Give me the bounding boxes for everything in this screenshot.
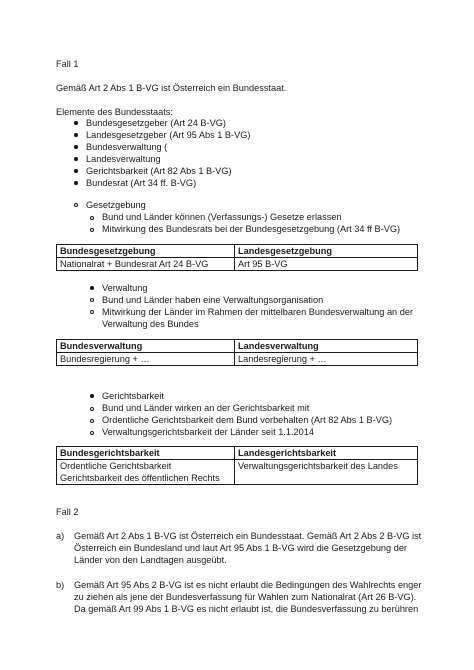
list-item: Gerichtsbarkeit (Art 82 Abs 1 B-VG) bbox=[86, 166, 232, 176]
fall1-title: Fall 1 bbox=[56, 59, 79, 69]
table-row bbox=[57, 258, 418, 271]
bullet-circle-icon bbox=[90, 419, 94, 423]
fall1-intro: Gemäß Art 2 Abs 1 B-VG ist Österreich ein Bundesstaat. bbox=[56, 83, 287, 93]
bullet-circle-icon bbox=[90, 228, 94, 232]
bullet-icon bbox=[74, 133, 78, 137]
bullet-icon bbox=[90, 394, 94, 398]
section-label-gerichtsbarkeit: Gerichtsbarkeit bbox=[102, 391, 164, 401]
paragraph-line: Gemäß Art 95 Abs 2 B-VG ist es nicht erlaubt die Bedingungen des Wahlrechts enger bbox=[74, 580, 422, 590]
list-item: Bundesrat (Art 34 ff. B-VG) bbox=[86, 178, 197, 188]
list-item-continuation: Verwaltung des Bundes bbox=[102, 319, 199, 329]
section-label-verwaltung: Verwaltung bbox=[102, 283, 148, 293]
bullet-icon bbox=[74, 169, 78, 173]
table-cell: Landesregierung + … bbox=[235, 353, 418, 366]
bullet-circle-icon bbox=[90, 310, 94, 314]
table-verwaltung bbox=[56, 339, 418, 366]
table-row bbox=[57, 472, 418, 485]
list-item: Verwaltungsgerichtsbarkeit der Länder seit 1.1.2014 bbox=[102, 427, 314, 437]
bullet-circle-icon bbox=[90, 431, 94, 435]
list-item: Mitwirkung des Bundesrats bei der Bundesgesetzgebung (Art 34 ff B-VG) bbox=[102, 224, 401, 234]
table-cell: Gerichtsbarkeit des öffentlichen Rechts bbox=[57, 472, 235, 485]
table-row bbox=[57, 353, 418, 366]
table-header: Bundesgerichtsbarkeit bbox=[57, 447, 235, 460]
table-gesetzgebung bbox=[56, 244, 418, 271]
bullet-icon bbox=[74, 121, 78, 125]
list-item: Bundesgesetzgeber (Art 24 B-VG) bbox=[86, 118, 226, 128]
paragraph-line: Länder von den Landtagen ausgeübt. bbox=[74, 555, 227, 565]
list-item: Bund und Länder können (Verfassungs-) Gesetze erlassen bbox=[102, 212, 342, 222]
paragraph-line: Österreich ein Bundesland und laut Art 95 Abs 1 B-VG wird die Gesetzgebung der bbox=[74, 543, 407, 553]
bullet-icon bbox=[74, 157, 78, 161]
bullet-circle-icon bbox=[90, 216, 94, 220]
table-cell: Ordentliche Gerichtsbarkeit bbox=[57, 460, 235, 473]
table-cell: Art 95 B-VG bbox=[235, 258, 418, 271]
bullet-icon bbox=[90, 286, 94, 290]
list-item: Landesgesetzgeber (Art 95 Abs 1 B-VG) bbox=[86, 130, 251, 140]
section-label-gesetzgebung: Gesetzgebung bbox=[86, 200, 146, 210]
bullet-circle-icon bbox=[74, 203, 78, 207]
list-item: Ordentliche Gerichtsbarkeit dem Bund vorbehalten (Art 82 Abs 1 B-VG) bbox=[102, 415, 393, 425]
table-cell: Nationalrat + Bundesrat Art 24 B-VG bbox=[57, 258, 235, 271]
bullet-circle-icon bbox=[90, 407, 94, 411]
table-header: Landesgesetzgebung bbox=[235, 245, 418, 258]
list-item: Landesverwaltung bbox=[86, 154, 161, 164]
table-header: Landesgerichtsbarkeit bbox=[235, 447, 418, 460]
table-header: Bundesgesetzgebung bbox=[57, 245, 235, 258]
table-cell: Bundesregierung + … bbox=[57, 353, 235, 366]
paragraph-line: zu ziehen als jene der Bundesverfassung für Wahlen zum Nationalrat (Art 26 B-VG). bbox=[74, 592, 417, 602]
table-header: Bundesverwaltung bbox=[57, 340, 235, 353]
fall2-title: Fall 2 bbox=[56, 507, 79, 517]
list-item: Mitwirkung der Länder im Rahmen der mittelbaren Bundesverwaltung an der bbox=[102, 307, 414, 317]
list-item: Bundesverwaltung ( bbox=[86, 142, 168, 152]
table-row bbox=[57, 460, 418, 473]
table-cell: Verwaltungsgerichtsbarkeit des Landes bbox=[235, 460, 418, 473]
list-item: Bund und Länder wirken an der Gerichtsbarkeit mit bbox=[102, 403, 310, 413]
list-marker-a: a) bbox=[56, 531, 65, 541]
table-cell bbox=[235, 472, 418, 485]
elements-heading: Elemente des Bundesstaats: bbox=[56, 107, 173, 117]
bullet-icon bbox=[74, 181, 78, 185]
bullet-circle-icon bbox=[90, 298, 94, 302]
table-gerichtsbarkeit bbox=[56, 446, 418, 485]
bullet-icon bbox=[74, 145, 78, 149]
list-marker-b: b) bbox=[56, 580, 65, 590]
table-header: Landesverwaltung bbox=[235, 340, 418, 353]
paragraph-line: Da gemäß Art 99 Abs 1 B-VG es nicht erlaubt ist, die Bundesverfassung zu berühren bbox=[74, 604, 419, 614]
paragraph-line: Gemäß Art 2 Abs 1 B-VG ist Österreich ein Bundesstaat. Gemäß Art 2 Abs 2 B-VG ist bbox=[74, 531, 422, 541]
list-item: Bund und Länder haben eine Verwaltungsorganisation bbox=[102, 295, 324, 305]
